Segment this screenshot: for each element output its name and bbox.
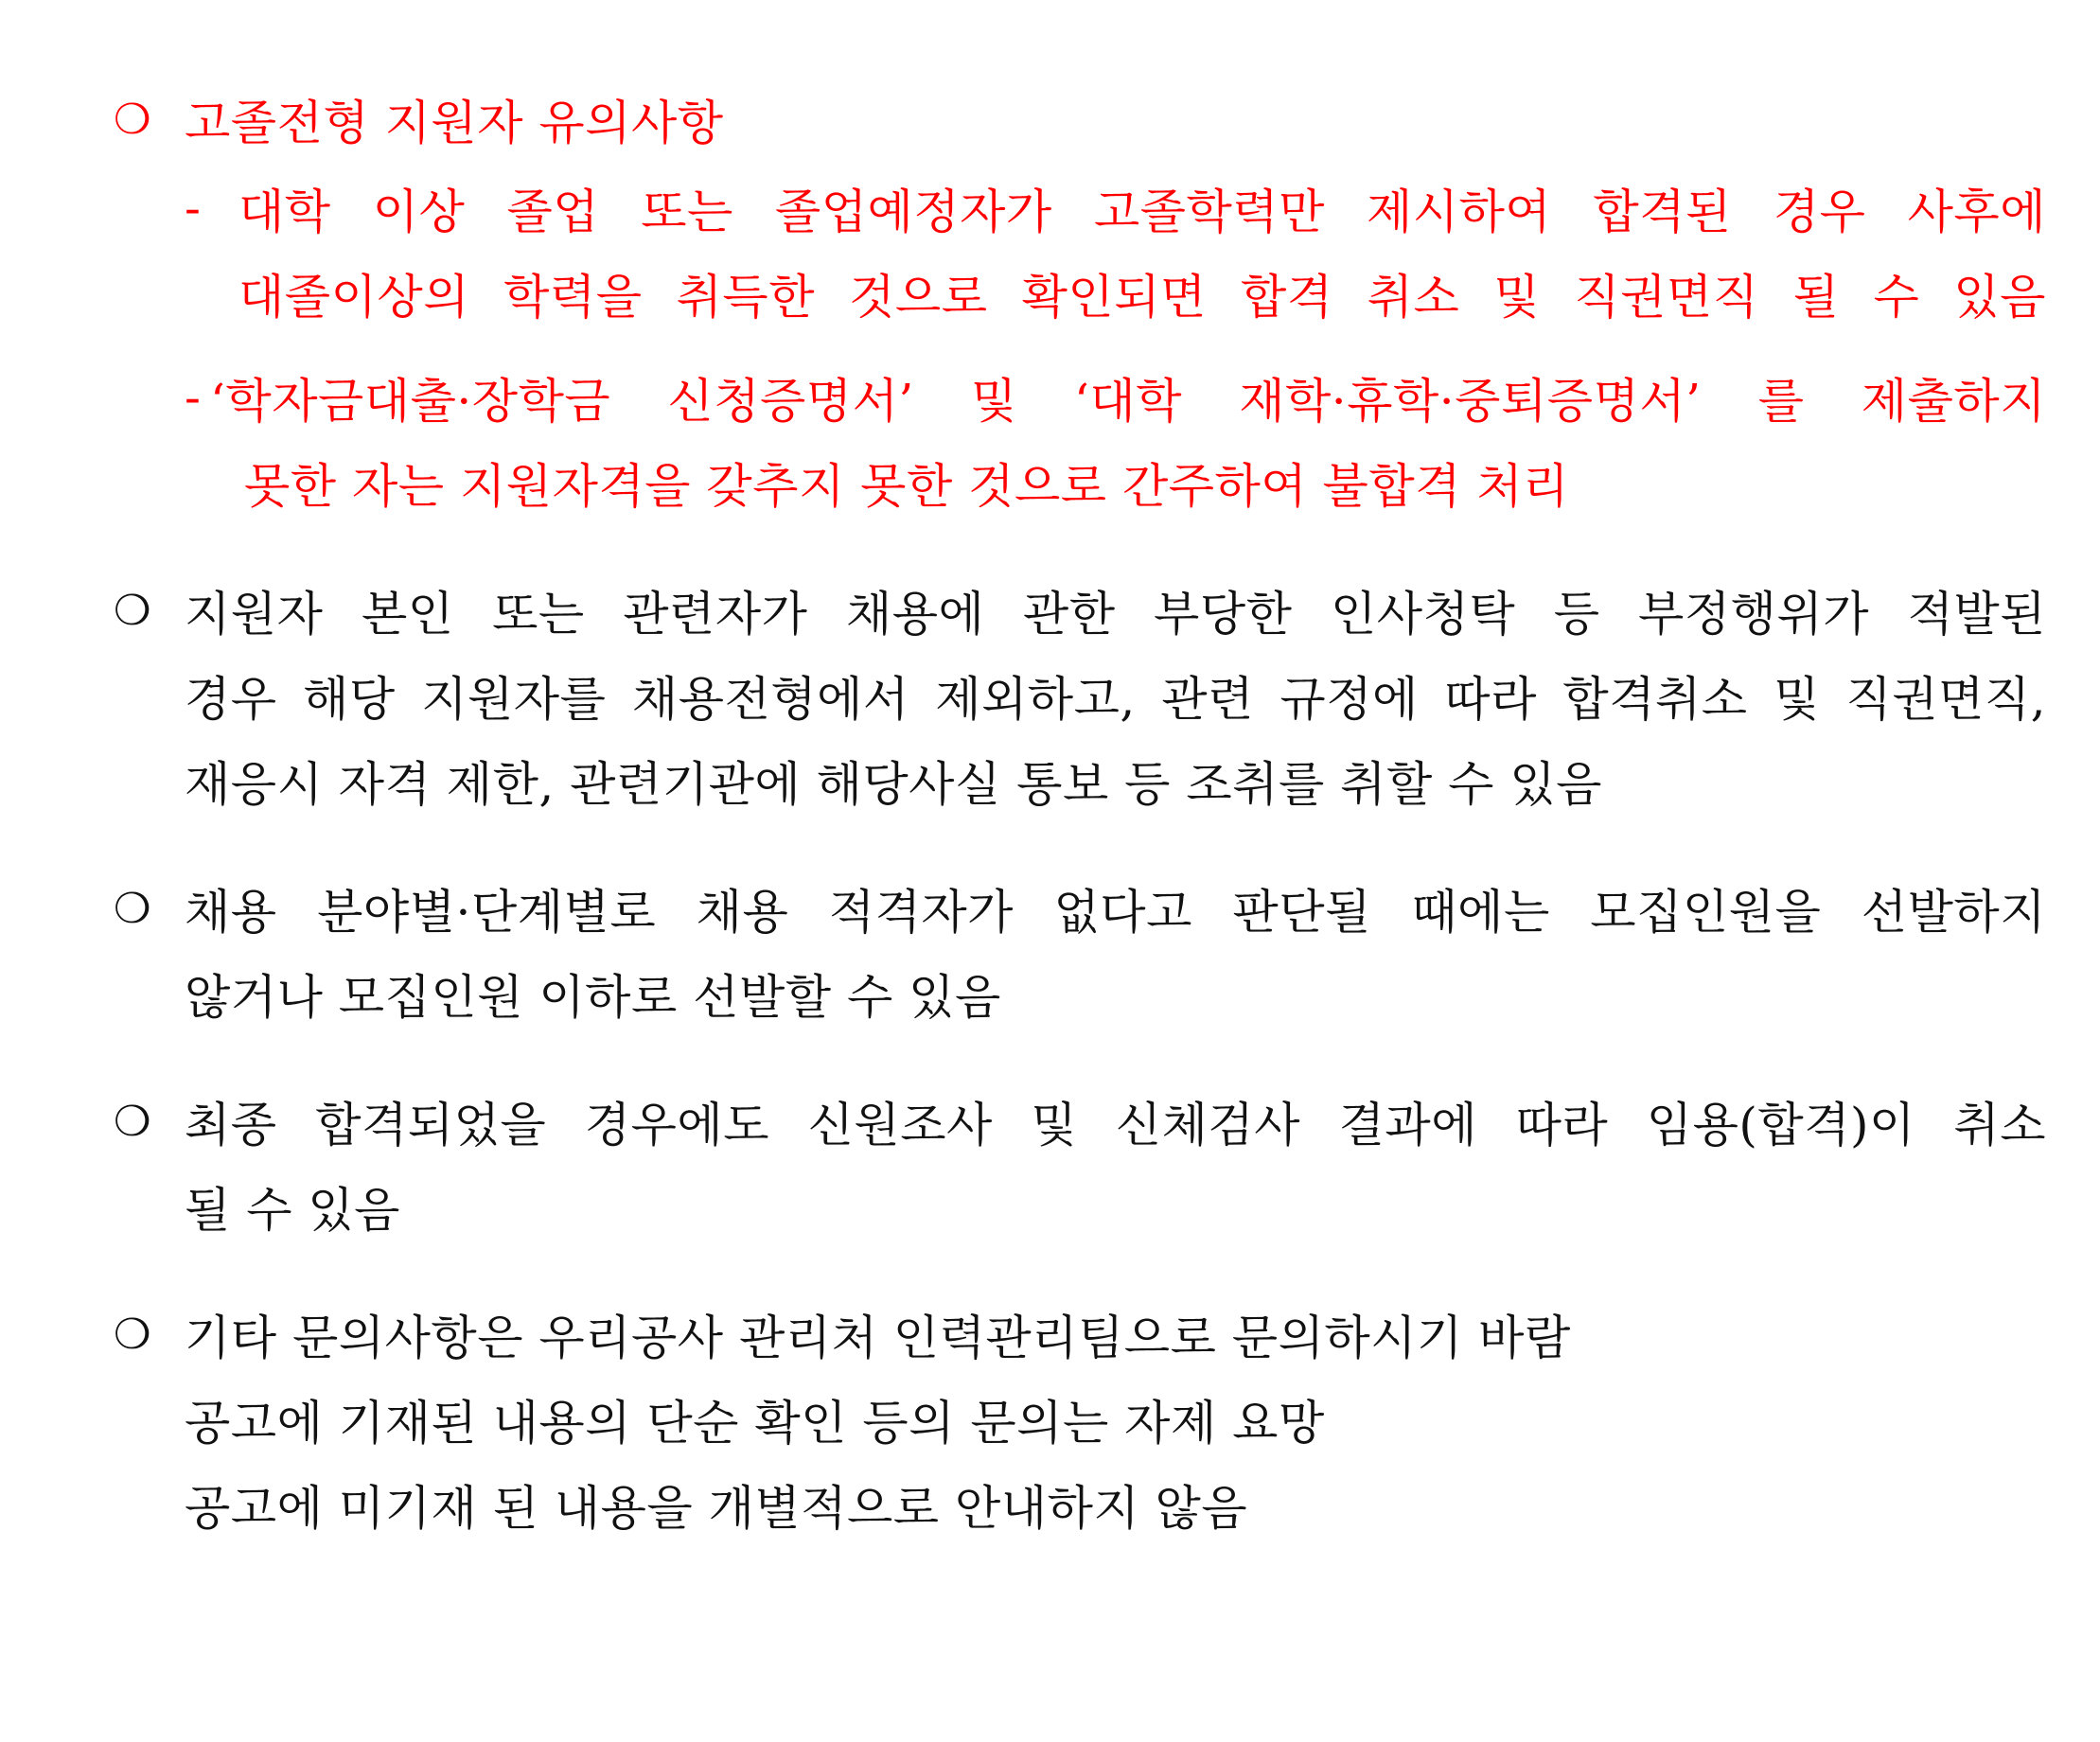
list-item-line: [0, 170, 2100, 246]
paragraph-text: 경우 해당 지원자를 채용전형에서 제외하고, 관련 규정에 따라 합격취소 및 직권면직,: [185, 672, 2046, 727]
paragraph-text: 공고에 기재된 내용의 단순 확인 등의 문의는 자제 요망: [185, 1396, 1325, 1451]
paragraph-line: [0, 1296, 2100, 1372]
dash-marker: -: [185, 370, 202, 425]
paragraph-text: 최종 합격되었을 경우에도 신원조사 및 신체검사 결과에 따라 임용(합격)이 취소: [185, 1098, 2046, 1153]
circle-bullet-icon: ❍: [114, 586, 151, 635]
paragraph-text: 채용 분야별·단계별로 채용 적격자가 없다고 판단될 때에는 모집인원을 선발하지: [185, 885, 2046, 940]
paragraph-line: [0, 743, 2100, 818]
paragraph-line: [0, 1083, 2100, 1159]
circle-bullet-icon: ❍: [114, 95, 151, 144]
paragraph-line: [0, 658, 2100, 733]
circle-bullet-icon: ❍: [114, 1310, 151, 1359]
list-item-line: [0, 445, 2100, 520]
paragraph-line: [0, 1169, 2100, 1244]
circle-bullet-icon: ❍: [114, 1097, 151, 1146]
list-item-line: [0, 360, 2100, 435]
dash-marker: -: [185, 181, 202, 236]
circle-bullet-icon: ❍: [114, 884, 151, 933]
list-item-text: 대졸이상의 학력을 취득한 것으로 확인되면 합격 취소 및 직권면직 될 수 있음: [238, 270, 2046, 325]
paragraph-line: [0, 871, 2100, 946]
section-title: 고졸전형 지원자 유의사항: [185, 96, 724, 150]
list-item-text: 못한 자는 지원자격을 갖추지 못한 것으로 간주하여 불합격 처리: [244, 459, 1569, 514]
paragraph-text: 기타 문의사항은 우리공사 관리처 인력관리팀으로 문의하시기 바람: [185, 1311, 1571, 1365]
paragraph-line: [0, 956, 2100, 1031]
paragraph-text: 지원자 본인 또는 관련자가 채용에 관한 부당한 인사청탁 등 부정행위가 적발된: [185, 587, 2046, 642]
section-heading-line: [0, 81, 2100, 157]
paragraph-text: 될 수 있음: [185, 1183, 400, 1238]
paragraph-text: 재응시 자격 제한, 관련기관에 해당사실 통보 등 조취를 취할 수 있음: [185, 757, 1602, 812]
list-item-text: 대학 이상 졸업 또는 졸업예정자가 고졸학력만 제시하여 합격된 경우 사후에: [238, 185, 2046, 239]
list-item-text: ‘학자금대출·장학금 신청증명서’ 및 ‘대학 재학·휴학·중퇴증명서’ 를 제출하지: [210, 374, 2046, 429]
paragraph-text: 공고에 미기재 된 내용을 개별적으로 안내하지 않음: [185, 1481, 1248, 1536]
paragraph-line: [0, 1467, 2100, 1542]
paragraph-line: [0, 1381, 2100, 1457]
paragraph-text: 않거나 모집인원 이하로 선발할 수 있음: [185, 970, 1001, 1025]
list-item-line: [0, 255, 2100, 331]
paragraph-line: [0, 572, 2100, 648]
